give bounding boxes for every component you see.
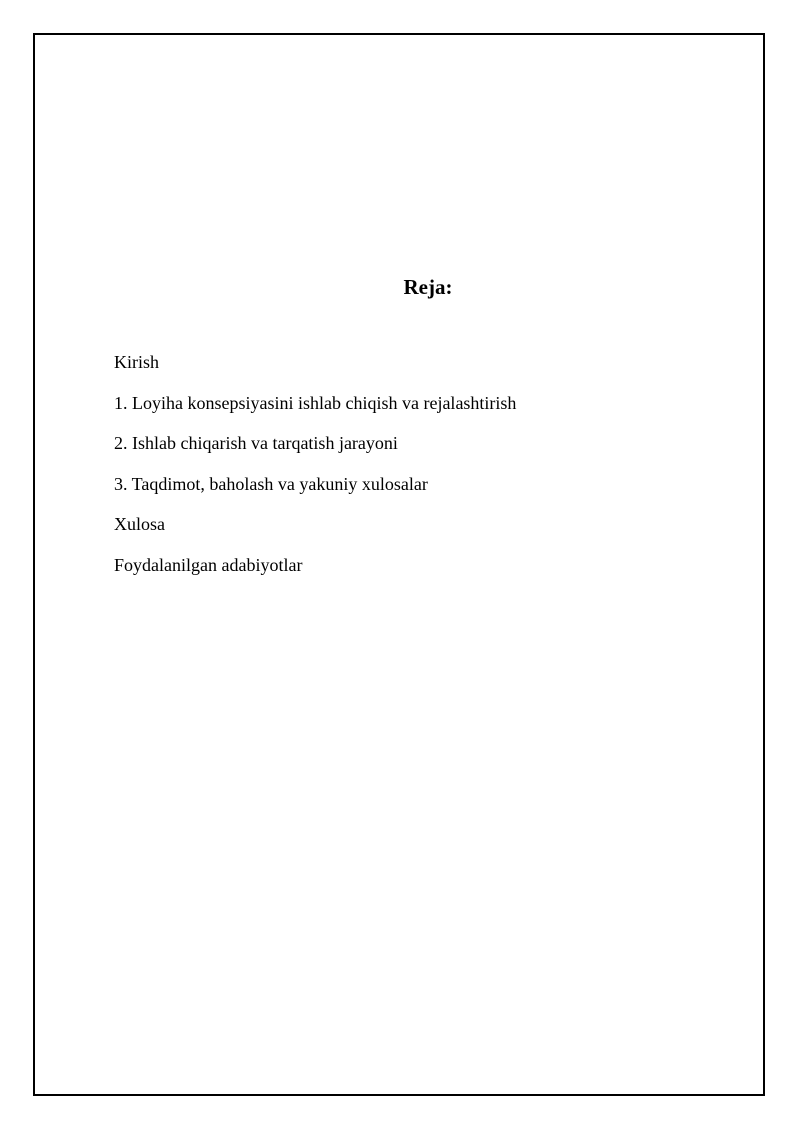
toc-item-section-2: 2. Ishlab chiqarish va tarqatish jarayoni	[114, 433, 398, 453]
toc-item-introduction: Kirish	[114, 352, 159, 372]
toc-item-section-3: 3. Taqdimot, baholash va yakuniy xulosalar	[114, 473, 428, 494]
page-title: Reja:	[403, 275, 453, 299]
toc-item-conclusion: Xulosa	[114, 514, 165, 534]
table-of-contents	[114, 350, 516, 593]
toc-item-section-1: 1. Loyiha konsepsiyasini ishlab chiqish va rejalashtirish	[114, 392, 517, 413]
toc-item-references: Foydalanilgan adabiyotlar	[114, 554, 303, 575]
